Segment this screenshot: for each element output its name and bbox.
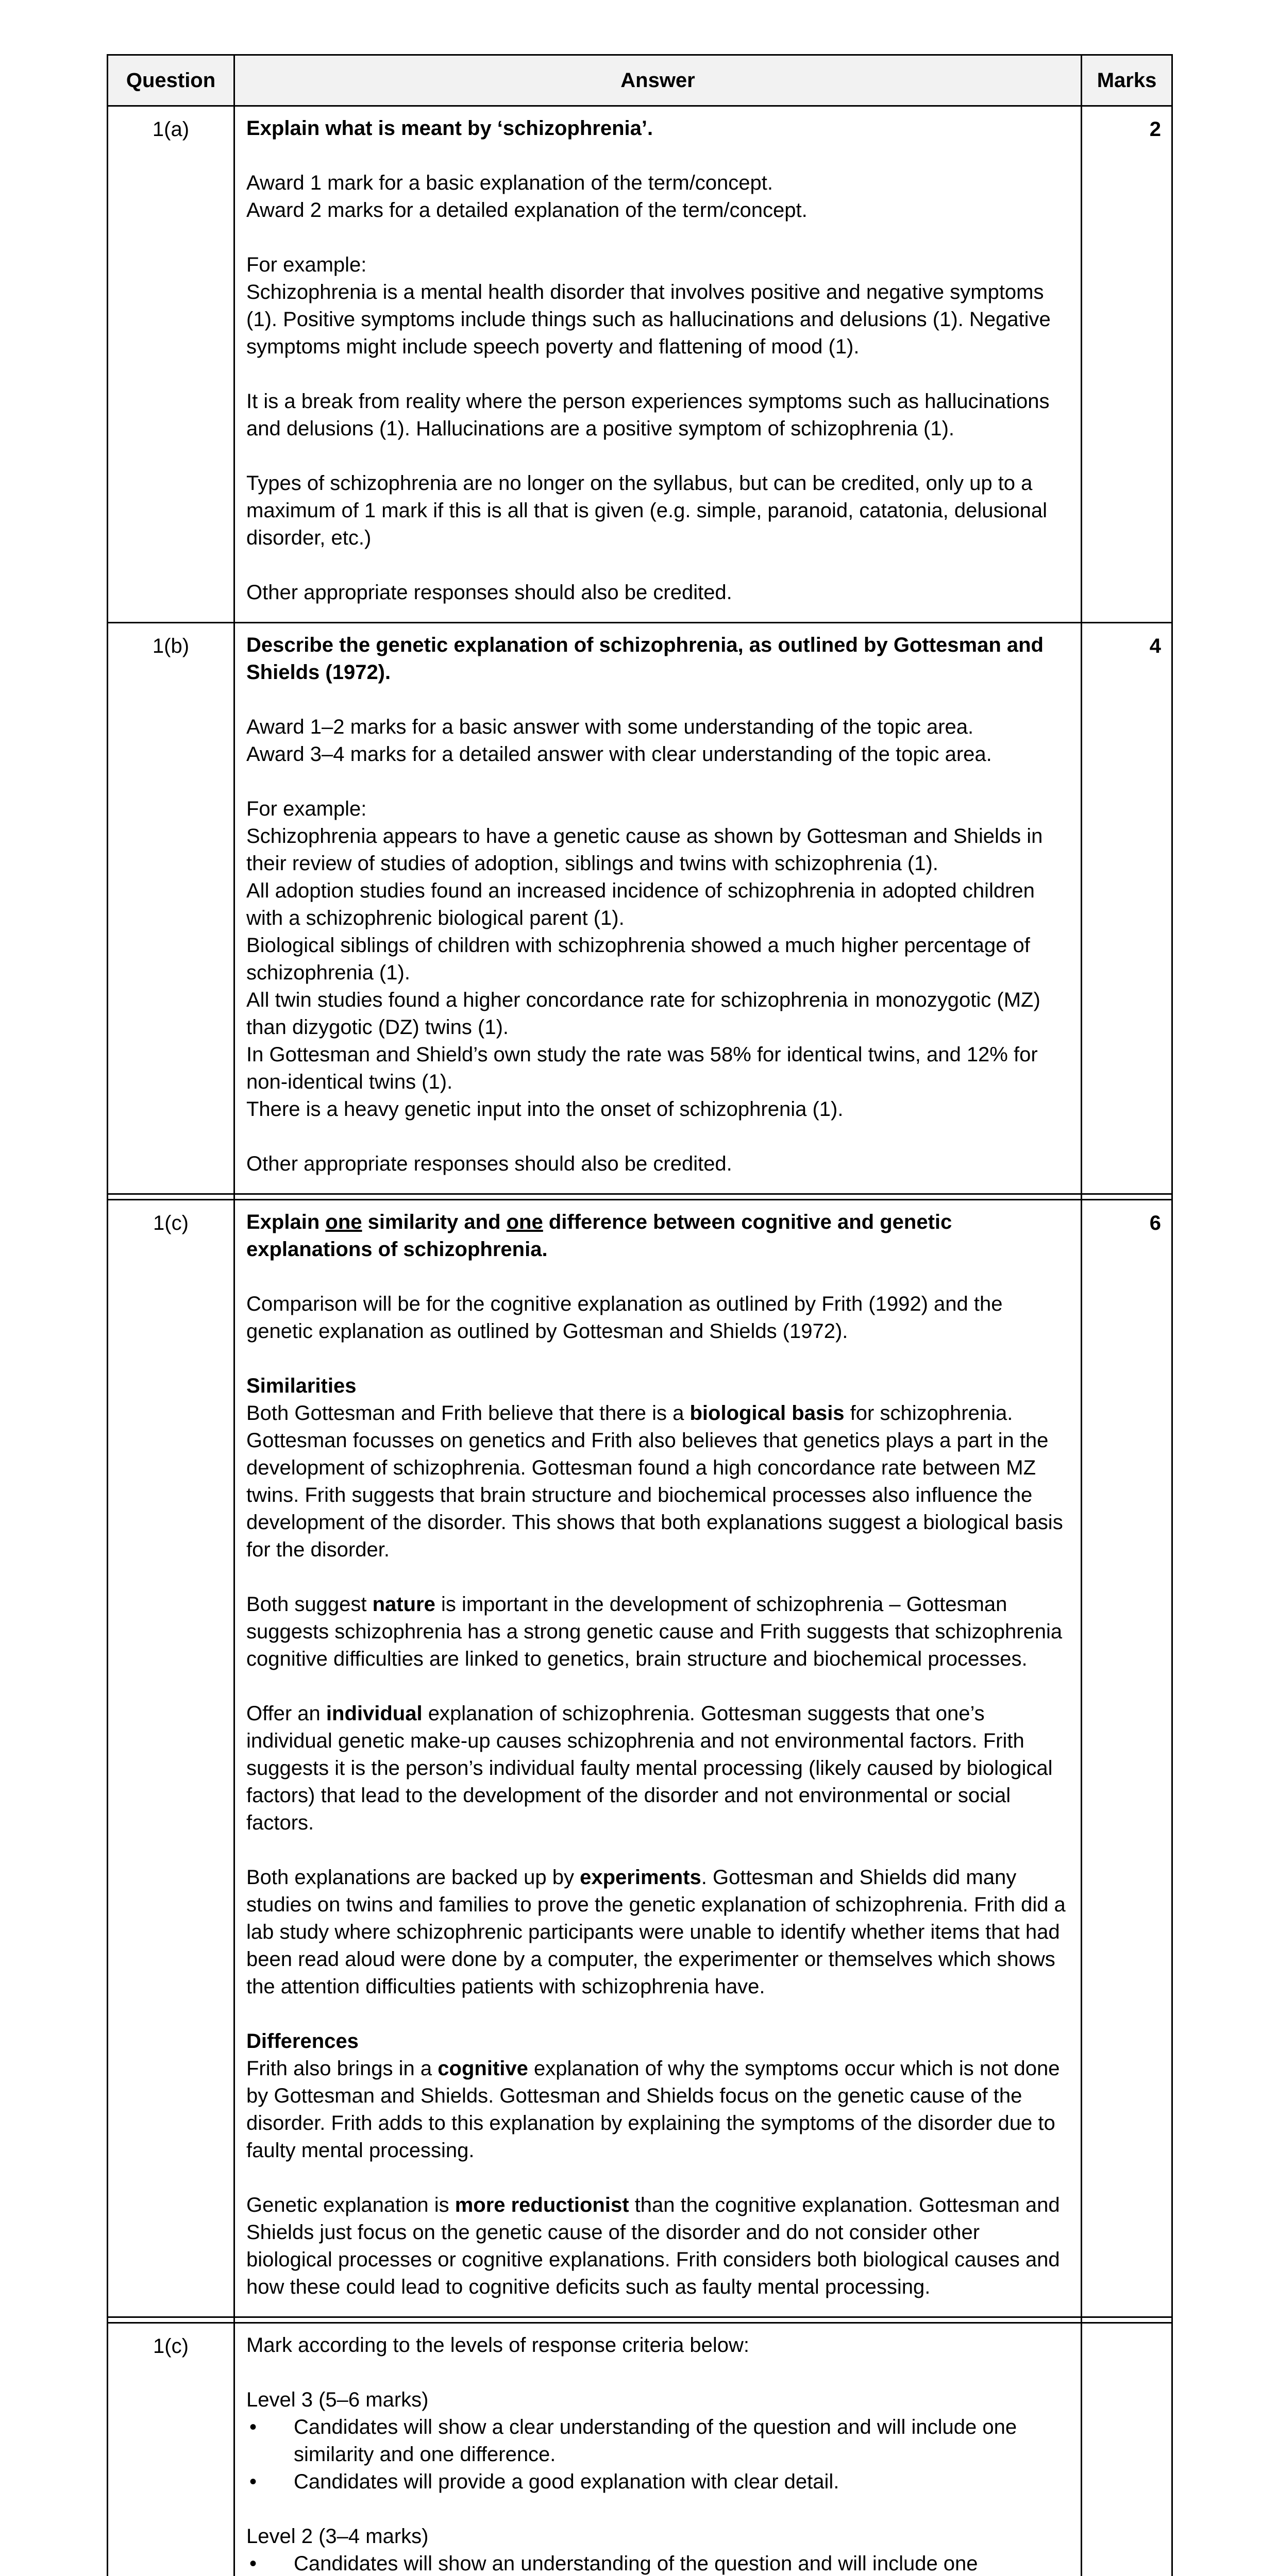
award-line: Award 3–4 marks for a detailed answer with clear understanding of the topic area.	[246, 743, 992, 766]
example-text: Schizophrenia is a mental health disorder that involves positive and negative symptoms (1). Positive symptoms include things such as hallucinations and delusions (1). Negative symptoms might include speech poverty and flattening of mood (1).	[246, 281, 1051, 358]
question-title: Explain one similarity and one difference between cognitive and genetic explanations of schizophrenia.	[246, 1211, 952, 1261]
column-header-question: Question	[108, 55, 234, 106]
example-line: All adoption studies found an increased incidence of schizophrenia in adopted children with a schizophrenic biological parent (1).	[246, 879, 1035, 929]
other-responses-note: Other appropriate responses should also be credited.	[246, 1153, 732, 1175]
example-block	[246, 795, 1069, 1123]
level-heading: Level 2 (3–4 marks)	[246, 2525, 429, 2548]
award-guidance	[246, 714, 1069, 768]
answer-cell	[234, 1200, 1082, 2317]
levels-intro: Mark according to the levels of response criteria below:	[246, 2334, 750, 2357]
for-example-label: For example:	[246, 253, 367, 276]
question-title: Explain what is meant by ‘schizophrenia’.	[246, 117, 653, 140]
for-example-label: For example:	[246, 798, 367, 820]
row-divider	[108, 2317, 1172, 2323]
answer-cell	[234, 2323, 1082, 2576]
similarity-paragraph: Offer an individual explanation of schizophrenia. Gottesman suggests that one’s individual genetic make-up causes schizophrenia and not environmental factors. Frith suggests it is the person’s individual faulty mental processing (likely caused by biological factors) that lead to the development of the disorder and not environmental or social factors.	[246, 1702, 1053, 1834]
example-text: It is a break from reality where the person experiences symptoms such as hallucinations and delusions (1). Hallucinations are a positive symptom of schizophrenia (1).	[246, 390, 1050, 440]
table-header-row	[108, 55, 1172, 106]
marks-value: 4	[1082, 623, 1172, 1194]
table-row	[108, 2323, 1172, 2576]
marks-value: 6	[1082, 1200, 1172, 2317]
award-line: Award 1 mark for a basic explanation of the term/concept.	[246, 172, 773, 194]
example-line: There is a heavy genetic input into the onset of schizophrenia (1).	[246, 1098, 844, 1121]
comparison-intro: Comparison will be for the cognitive explanation as outlined by Frith (1992) and the genetic explanation as outlined by Gottesman and Shields (1972).	[246, 1293, 1003, 1343]
example-line: In Gottesman and Shield’s own study the rate was 58% for identical twins, and 12% for non-identical twins (1).	[246, 1043, 1038, 1093]
column-header-marks: Marks	[1082, 55, 1172, 106]
question-title: Describe the genetic explanation of schizophrenia, as outlined by Gottesman and Shields (1972).	[246, 634, 1044, 684]
example-text: Types of schizophrenia are no longer on the syllabus, but can be credited, only up to a maximum of 1 mark if this is all that is given (e.g. simple, paranoid, catatonia, delusional disorder, etc.)	[246, 472, 1048, 549]
level-block	[246, 2523, 1069, 2576]
table-row	[108, 623, 1172, 1194]
example-line: Biological siblings of children with schizophrenia showed a much higher percentage of schizophrenia (1).	[246, 934, 1030, 984]
row-divider	[108, 1194, 1172, 1200]
award-line: Award 1–2 marks for a basic answer with some understanding of the topic area.	[246, 716, 974, 738]
similarity-paragraph: Both suggest nature is important in the development of schizophrenia – Gottesman suggests schizophrenia has a strong genetic cause and Frith suggests that schizophrenia cognitive difficulties are linked to genetics, brain structure and biochemical processes.	[246, 1593, 1063, 1670]
mark-scheme-table	[107, 54, 1173, 2576]
example-line: Schizophrenia appears to have a genetic cause as shown by Gottesman and Shields in their review of studies of adoption, siblings and twins with schizophrenia (1).	[246, 825, 1043, 875]
difference-paragraph: Genetic explanation is more reductionist than the cognitive explanation. Gottesman and Shields just focus on the genetic cause of the disorder and do not consider other biological processes or cognitive explanations. Frith considers both biological causes and how these could lead to cognitive deficits such as faulty mental processing.	[246, 2194, 1060, 2298]
example-block	[246, 251, 1069, 361]
question-number: 1(b)	[108, 623, 234, 1194]
level-criterion: • Candidates will show a clear understanding of the question and will include one similarity and one difference.	[246, 2414, 1069, 2468]
difference-paragraph: Differences Frith also brings in a cognitive explanation of why the symptoms occur which is not done by Gottesman and Shields. Gottesman and Shields focus on the genetic cause of the disorder. Frith adds to this explanation by explaining the symptoms of the disorder due to faulty mental processing.	[246, 2030, 1060, 2162]
answer-cell	[234, 106, 1082, 623]
similarity-paragraph: Both explanations are backed up by experiments. Gottesman and Shields did many studies on twins and families to prove the genetic explanation of schizophrenia. Frith did a lab study where schizophrenic participants were unable to identify whether items that had been read aloud were done by a computer, the experimenter or themselves which shows the attention difficulties patients with schizophrenia have.	[246, 1866, 1066, 1998]
column-header-answer: Answer	[234, 55, 1082, 106]
level-criteria-list	[246, 2414, 1069, 2496]
question-number: 1(c)	[108, 1200, 234, 2317]
differences-heading: Differences	[246, 2030, 359, 2053]
award-line: Award 2 marks for a detailed explanation of the term/concept.	[246, 199, 808, 222]
answer-cell	[234, 623, 1082, 1194]
award-guidance	[246, 170, 1069, 224]
marks-value-empty	[1082, 2323, 1172, 2576]
table-row	[108, 106, 1172, 623]
example-line: All twin studies found a higher concordance rate for schizophrenia in monozygotic (MZ) than dizygotic (DZ) twins (1).	[246, 989, 1040, 1039]
level-block	[246, 2386, 1069, 2496]
other-responses-note: Other appropriate responses should also be credited.	[246, 581, 732, 604]
similarity-paragraph: Similarities Both Gottesman and Frith believe that there is a biological basis for schizophrenia. Gottesman focusses on genetics and Frith also believes that genetics plays a part in the development of schizophrenia. Gottesman found a high concordance rate between MZ twins. Frith suggests that brain structure and biochemical processes also influence the development of the disorder. This shows that both explanations suggest a biological basis for the disorder.	[246, 1375, 1063, 1561]
table-row	[108, 1200, 1172, 2317]
similarities-heading: Similarities	[246, 1375, 357, 1397]
level-heading: Level 3 (5–6 marks)	[246, 2388, 429, 2411]
marks-value: 2	[1082, 106, 1172, 623]
level-criterion: • Candidates will provide a good explanation with clear detail.	[246, 2468, 1069, 2496]
level-criteria-list	[246, 2550, 1069, 2576]
question-number: 1(a)	[108, 106, 234, 623]
mark-scheme-sheet	[107, 54, 1171, 2576]
question-number: 1(c)	[108, 2323, 234, 2576]
level-criterion: • Candidates will show an understanding of the question and will include one	[246, 2550, 1069, 2576]
